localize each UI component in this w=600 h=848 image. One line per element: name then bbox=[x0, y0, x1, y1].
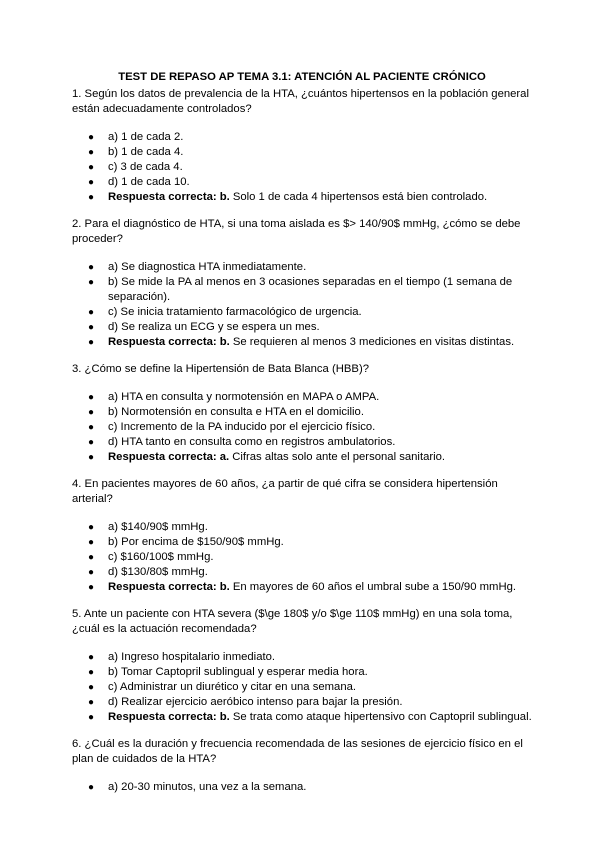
question-block-5 bbox=[72, 607, 540, 725]
option-item: ● b) 1 de cada 4. bbox=[88, 146, 184, 158]
options-list bbox=[72, 390, 540, 465]
options-list bbox=[72, 130, 540, 205]
bullet-icon: ● bbox=[88, 422, 95, 433]
bullet-icon: ● bbox=[88, 552, 95, 563]
bullet-icon: ● bbox=[88, 582, 95, 593]
question-text: 1. Según los datos de prevalencia de la HTA, ¿cuántos hipertensos en la población general están adecuadamente controlados? bbox=[72, 88, 529, 115]
bullet-icon: ● bbox=[88, 337, 95, 348]
bullet-icon: ● bbox=[88, 522, 95, 533]
option-item: ● a) 1 de cada 2. bbox=[88, 131, 184, 143]
bullet-icon: ● bbox=[88, 682, 95, 693]
bullet-icon: ● bbox=[88, 567, 95, 578]
answer-text: Solo 1 de cada 4 hipertensos está bien controlado. bbox=[232, 191, 488, 203]
option-item: ● c) $160/100$ mmHg. bbox=[88, 551, 214, 563]
answer-item bbox=[72, 190, 540, 205]
option-item: ● a) HTA en consulta y normotensión en MAPA o AMPA. bbox=[88, 391, 380, 403]
answer-label: Respuesta correcta: b. bbox=[108, 581, 230, 593]
bullet-icon: ● bbox=[88, 192, 95, 203]
bullet-icon: ● bbox=[88, 262, 95, 273]
answer-item bbox=[72, 335, 540, 350]
question-block-2 bbox=[72, 217, 540, 350]
bullet-icon: ● bbox=[88, 277, 95, 288]
option-item: ● c) Se inicia tratamiento farmacológico de urgencia. bbox=[88, 306, 362, 318]
options-list bbox=[72, 260, 540, 350]
bullet-icon: ● bbox=[88, 437, 95, 448]
options-list bbox=[72, 650, 540, 725]
question-block-1 bbox=[72, 87, 540, 205]
answer-label: Respuesta correcta: a. bbox=[108, 451, 230, 463]
option-item: ● c) 3 de cada 4. bbox=[88, 161, 183, 173]
option-item: ● d) 1 de cada 10. bbox=[88, 176, 190, 188]
option-item: ● d) $130/80$ mmHg. bbox=[88, 566, 208, 578]
bullet-icon: ● bbox=[88, 652, 95, 663]
answer-label: Respuesta correcta: b. bbox=[108, 191, 230, 203]
bullet-icon: ● bbox=[88, 132, 95, 143]
option-item: ● d) Se realiza un ECG y se espera un mes. bbox=[88, 321, 320, 333]
option-item: ● a) Se diagnostica HTA inmediatamente. bbox=[88, 261, 307, 273]
option-item: ● a) 20-30 minutos, una vez a la semana. bbox=[88, 781, 307, 793]
bullet-icon: ● bbox=[88, 782, 95, 793]
bullet-icon: ● bbox=[88, 407, 95, 418]
bullet-icon: ● bbox=[88, 147, 95, 158]
question-text: 4. En pacientes mayores de 60 años, ¿a partir de qué cifra se considera hipertensión arterial? bbox=[72, 478, 498, 505]
options-list bbox=[72, 520, 540, 595]
bullet-icon: ● bbox=[88, 392, 95, 403]
answer-text: Cifras altas solo ante el personal sanitario. bbox=[232, 451, 446, 463]
options-list bbox=[72, 780, 540, 795]
option-item: ● d) Realizar ejercicio aeróbico intenso para bajar la presión. bbox=[88, 696, 403, 708]
question-text: 3. ¿Cómo se define la Hipertensión de Bata Blanca (HBB)? bbox=[72, 363, 370, 375]
bullet-icon: ● bbox=[88, 712, 95, 723]
bullet-icon: ● bbox=[88, 322, 95, 333]
bullet-icon: ● bbox=[88, 307, 95, 318]
answer-text: Se requieren al menos 3 mediciones en visitas distintas. bbox=[232, 336, 515, 348]
option-item: ● b) Por encima de $150/90$ mmHg. bbox=[88, 536, 284, 548]
option-item: ● c) Incremento de la PA inducido por el ejercicio físico. bbox=[88, 421, 376, 433]
bullet-icon: ● bbox=[88, 452, 95, 463]
document-title: TEST DE REPASO AP TEMA 3.1: ATENCIÓN AL PACIENTE CRÓNICO bbox=[118, 71, 486, 83]
option-item: ● d) HTA tanto en consulta como en registros ambulatorios. bbox=[88, 436, 396, 448]
question-block-4 bbox=[72, 477, 540, 595]
answer-item bbox=[72, 710, 540, 725]
answer-item bbox=[72, 450, 540, 465]
bullet-icon: ● bbox=[88, 162, 95, 173]
answer-label: Respuesta correcta: b. bbox=[108, 711, 230, 723]
option-item: ● b) Se mide la PA al menos en 3 ocasiones separadas en el tiempo (1 semana de separación). bbox=[88, 276, 513, 303]
question-block-6 bbox=[72, 737, 540, 795]
bullet-icon: ● bbox=[88, 177, 95, 188]
question-text: 5. Ante un paciente con HTA severa ($\ge 180$ y/o $\ge 110$ mmHg) en una sola toma, ¿cuál es la actuación recomendada? bbox=[72, 608, 513, 635]
bullet-icon: ● bbox=[88, 667, 95, 678]
question-text: 6. ¿Cuál es la duración y frecuencia recomendada de las sesiones de ejercicio físico en el plan de cuidados de la HTA? bbox=[72, 738, 523, 765]
answer-label: Respuesta correcta: b. bbox=[108, 336, 230, 348]
bullet-icon: ● bbox=[88, 537, 95, 548]
answer-text: En mayores de 60 años el umbral sube a 150/90 mmHg. bbox=[232, 581, 517, 593]
option-item: ● b) Tomar Captopril sublingual y esperar media hora. bbox=[88, 666, 368, 678]
question-text: 2. Para el diagnóstico de HTA, si una toma aislada es $> 140/90$ mmHg, ¿cómo se debe proceder? bbox=[72, 218, 521, 245]
answer-text: Se trata como ataque hipertensivo con Captopril sublingual. bbox=[232, 711, 532, 723]
bullet-icon: ● bbox=[88, 697, 95, 708]
option-item: ● c) Administrar un diurético y citar en una semana. bbox=[88, 681, 357, 693]
option-item: ● b) Normotensión en consulta e HTA en el domicilio. bbox=[88, 406, 364, 418]
question-block-3 bbox=[72, 362, 540, 465]
answer-item bbox=[72, 580, 540, 595]
option-item: ● a) $140/90$ mmHg. bbox=[88, 521, 208, 533]
option-item: ● a) Ingreso hospitalario inmediato. bbox=[88, 651, 276, 663]
